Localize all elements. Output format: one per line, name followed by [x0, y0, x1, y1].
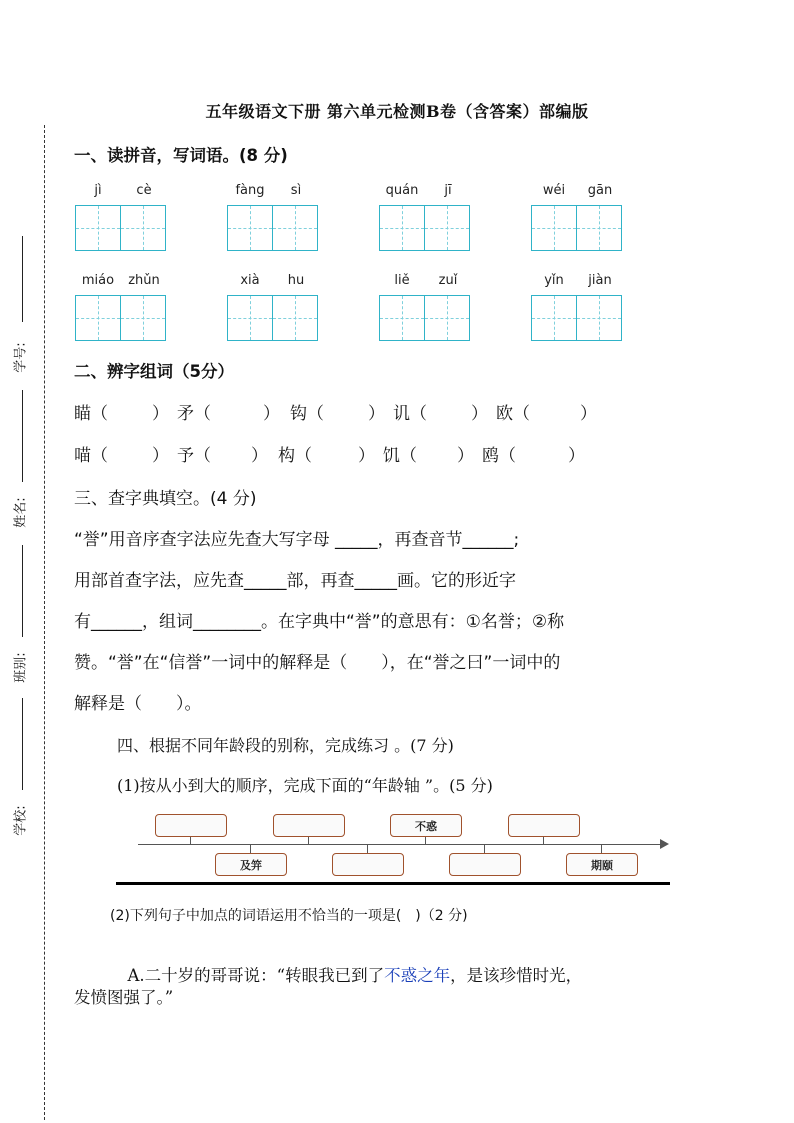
writing-cell[interactable] — [531, 205, 577, 251]
pinyin-group-7 — [379, 273, 471, 341]
pinyin-group-8 — [531, 273, 623, 341]
timeline-label-box: 不惑 — [390, 814, 462, 837]
char-row-2 — [74, 441, 585, 466]
char-item: 构（ — [278, 446, 312, 466]
pinyin: miáo — [81, 273, 115, 288]
option-a-prefix: A.二十岁的哥哥说：“转眼我已到了 — [127, 966, 385, 985]
pinyin: cè — [136, 183, 152, 198]
student-id-label: 学号: — [13, 342, 29, 373]
section1-heading: 一、读拼音，写词语。(8 分) — [74, 146, 288, 165]
section4-sub1: (1)按从小到大的顺序，完成下面的“年龄轴 ”。(5 分) — [117, 776, 493, 795]
char-item: ） — [368, 404, 385, 424]
pinyin-group-5 — [75, 273, 167, 341]
writing-cell[interactable] — [121, 205, 166, 251]
writing-cell[interactable] — [379, 295, 425, 341]
section4-sub2: (2)下列句子中加点的词语运用不恰当的一项是( )（2 分) — [110, 908, 468, 924]
pinyin: liě — [394, 273, 410, 288]
name-line — [22, 390, 23, 482]
timeline-label-box: 及笄 — [215, 853, 287, 876]
char-item: ） — [152, 404, 169, 424]
char-item: ） — [568, 446, 585, 466]
char-item: ） — [457, 446, 474, 466]
pinyin: hu — [287, 273, 305, 288]
pinyin-group-6 — [227, 273, 319, 341]
writing-cell[interactable] — [227, 295, 273, 341]
pinyin: wéi — [542, 183, 566, 198]
char-item: ） — [358, 446, 375, 466]
section3-line5: 解释是（ ）。 — [74, 694, 202, 714]
section3-line3: 有______，组词________。在字典中“誉”的意思有：①名誉；②称 — [74, 612, 565, 632]
pinyin: yǐn — [544, 273, 564, 288]
age-timeline — [116, 810, 670, 888]
binding-dashed-line — [44, 125, 45, 1120]
char-item: 欧（ — [496, 404, 530, 424]
pinyin-group-2 — [227, 183, 319, 251]
char-item: 矛（ — [177, 404, 211, 424]
pinyin: fàng — [235, 183, 265, 198]
timeline-baseline — [116, 882, 670, 885]
option-a[interactable] — [117, 943, 582, 986]
writing-cell[interactable] — [273, 205, 318, 251]
section3-line1: “誉”用音序查字法应先查大写字母 _____，再查音节______; — [74, 530, 520, 550]
char-item: 喵（ — [74, 446, 108, 466]
timeline-blank-box[interactable] — [449, 853, 521, 876]
pinyin: jiàn — [588, 273, 612, 288]
writing-cell[interactable] — [531, 295, 577, 341]
writing-cell[interactable] — [577, 295, 622, 341]
timeline-blank-box[interactable] — [332, 853, 404, 876]
char-item: ） — [263, 404, 280, 424]
writing-cell[interactable] — [425, 205, 470, 251]
page-title: 五年级语文下册 第六单元检测B卷（含答案）部编版 — [205, 102, 589, 121]
char-item: 予（ — [177, 446, 211, 466]
timeline-label-box: 期颐 — [566, 853, 638, 876]
pinyin: quán — [385, 183, 419, 198]
writing-cell[interactable] — [577, 205, 622, 251]
char-item: ） — [251, 446, 268, 466]
writing-cell[interactable] — [75, 205, 121, 251]
section4-heading: 四、根据不同年龄段的别称，完成练习 。(7 分) — [117, 736, 454, 755]
school-line — [22, 698, 23, 790]
section3-line2: 用部首查字法，应先查_____部，再查_____画。它的形近字 — [74, 571, 516, 591]
timeline-blank-box[interactable] — [273, 814, 345, 837]
writing-cell[interactable] — [75, 295, 121, 341]
pinyin: gān — [587, 183, 613, 198]
pinyin: xià — [240, 273, 260, 288]
section3-line4: 赞。“誉”在“信誉”一词中的解释是（ ），在“誉之曰”一词中的 — [74, 653, 561, 673]
writing-cell[interactable] — [121, 295, 166, 341]
pinyin: zhǔn — [128, 273, 160, 288]
timeline-blank-box[interactable] — [155, 814, 227, 837]
school-label: 学校: — [13, 805, 29, 836]
char-item: ） — [471, 404, 488, 424]
name-label: 姓名: — [13, 497, 29, 528]
char-item: 讥（ — [393, 404, 427, 424]
pinyin-group-3 — [379, 183, 471, 251]
char-item: 瞄（ — [74, 404, 108, 424]
timeline-axis — [138, 844, 664, 845]
char-row-1 — [74, 399, 597, 424]
pinyin-group-1 — [75, 183, 167, 251]
option-a-highlight: 不惑之年 — [384, 966, 451, 985]
writing-cell[interactable] — [379, 205, 425, 251]
char-item: 鸥（ — [482, 446, 516, 466]
pinyin-group-4 — [531, 183, 623, 251]
section2-heading: 二、辨字组词（5分） — [74, 362, 234, 381]
option-a-suffix: ，是该珍惜时光， — [450, 966, 583, 985]
writing-cell[interactable] — [273, 295, 318, 341]
writing-cell[interactable] — [227, 205, 273, 251]
section3-heading: 三、查字典填空。(4 分) — [74, 489, 257, 509]
char-item: ） — [580, 404, 597, 424]
timeline-blank-box[interactable] — [508, 814, 580, 837]
pinyin: jī — [444, 183, 452, 198]
pinyin: sì — [290, 183, 302, 198]
timeline-arrow — [660, 839, 669, 849]
char-item: 饥（ — [383, 446, 417, 466]
student-id-line — [22, 236, 23, 322]
pinyin: jì — [94, 183, 102, 198]
class-line — [22, 545, 23, 637]
pinyin: zuǐ — [438, 273, 458, 288]
class-label: 班别: — [13, 652, 29, 683]
writing-cell[interactable] — [425, 295, 470, 341]
option-a-line2: 发愤图强了。” — [74, 988, 174, 1007]
char-item: ） — [152, 446, 169, 466]
char-item: 钩（ — [290, 404, 324, 424]
